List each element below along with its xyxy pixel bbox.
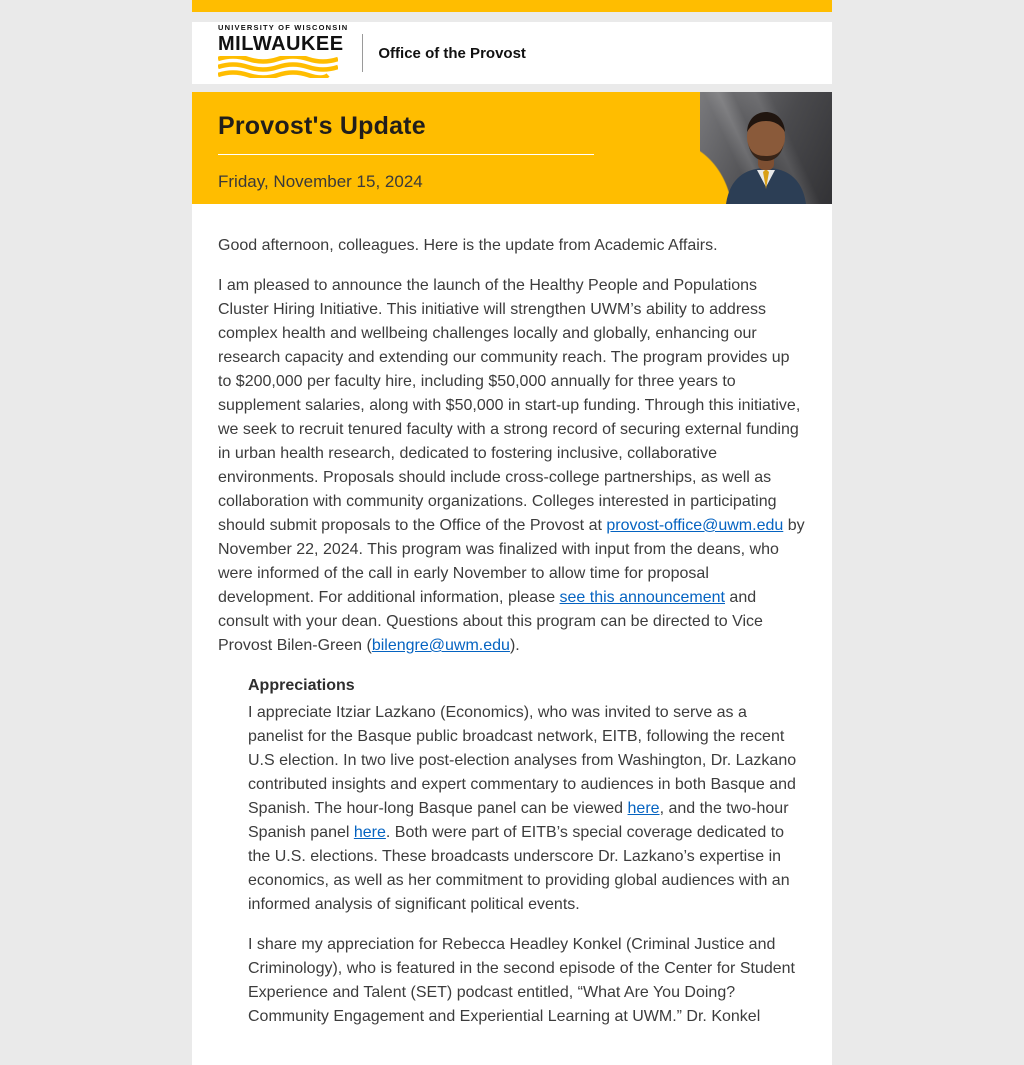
department-name: Office of the Provost (378, 44, 526, 62)
text-run: by November 22, 2024. This program was finalized with input from the deans, who were informed of the call in early November to allow time for proposal development. For additional information, please (218, 517, 805, 606)
spacer (192, 84, 832, 92)
text-run: Good afternoon, colleagues. Here is the update from Academic Affairs. (218, 237, 718, 254)
text-run: , and the two-hour Spanish panel (248, 800, 789, 841)
text-run: I appreciate Itziar Lazkano (Economics), who was invited to serve as a panelist for the Basque public broadcast network, EITB, following the recent U.S election. In two live post-election analyses from Washington, Dr. Lazkano contributed insights and expert commentary to audiences in both Basque and Spanish. The hour-long Basque panel can be viewed (248, 704, 797, 817)
text-run: ). (509, 637, 520, 654)
uwm-gold-waves-icon (218, 56, 348, 82)
email-body (192, 204, 832, 1065)
banner (192, 92, 832, 204)
email-header (192, 22, 832, 84)
body-paragraph (218, 274, 806, 658)
spanish-panel-link[interactable]: here (353, 824, 386, 841)
body-paragraph (248, 701, 806, 917)
text-run: I am pleased to announce the launch of the Healthy People and Populations Cluster Hiring Initiative. This initiative will strengthen UWM’s ability to address complex health and wellbeing challenges locally and globally, enhancing our research capacity and extending our community reach. The program provides up to $200,000 per faculty hire, including $50,000 annually for three years to supplement salaries, along with $50,000 in start-up funding. Through this initiative, we seek to recruit tenured faculty with a strong record of securing external funding in urban health research, dedicated to fostering inclusive, collaborative environments. Proposals should include cross-college partnerships, as well as collaboration with community organizations. Colleges interested in participating should submit proposals to the Office of the Provost at (218, 277, 801, 534)
email-newsletter (192, 0, 832, 1065)
logo-university-text: UNIVERSITY OF WISCONSIN (218, 23, 349, 33)
announcement-link[interactable]: see this announcement (559, 589, 725, 606)
header-divider (362, 34, 363, 72)
text-run: . Both were part of EITB’s special coverage dedicated to the U.S. elections. These broadcasts underscore Dr. Lazkano’s expertise in economics, as well as her commitment to providing global audiences with an informed analysis of significant political events. (248, 824, 790, 913)
newsletter-date: Friday, November 15, 2024 (218, 172, 423, 191)
text-run: Appreciations (248, 677, 355, 694)
section-heading (248, 674, 806, 698)
uwm-logo (218, 24, 348, 82)
spacer (192, 12, 832, 22)
basque-panel-link[interactable]: here (627, 800, 660, 817)
provost-portrait-photo (700, 92, 832, 204)
body-paragraph (218, 234, 806, 258)
newsletter-title: Provost's Update (218, 112, 426, 140)
top-gold-bar (192, 0, 832, 12)
text-run: and consult with your dean. Questions about this program can be directed to Vice Provost Bilen-Green ( (218, 589, 763, 654)
title-underline (218, 154, 594, 155)
logo-milwaukee-text: MILWAUKEE (218, 32, 344, 55)
text-run: I share my appreciation for Rebecca Headley Konkel (Criminal Justice and Criminology), who is featured in the second episode of the Center for Student Experience and Talent (SET) podcast entitled, “What Are You Doing? Community Engagement and Experiential Learning at UWM.” Dr. Konkel (248, 936, 795, 1025)
body-paragraph (248, 933, 806, 1029)
bilengre-email-link[interactable]: bilengre@uwm.edu (371, 637, 510, 654)
provost-office-email-link[interactable]: provost-office@uwm.edu (606, 517, 784, 534)
